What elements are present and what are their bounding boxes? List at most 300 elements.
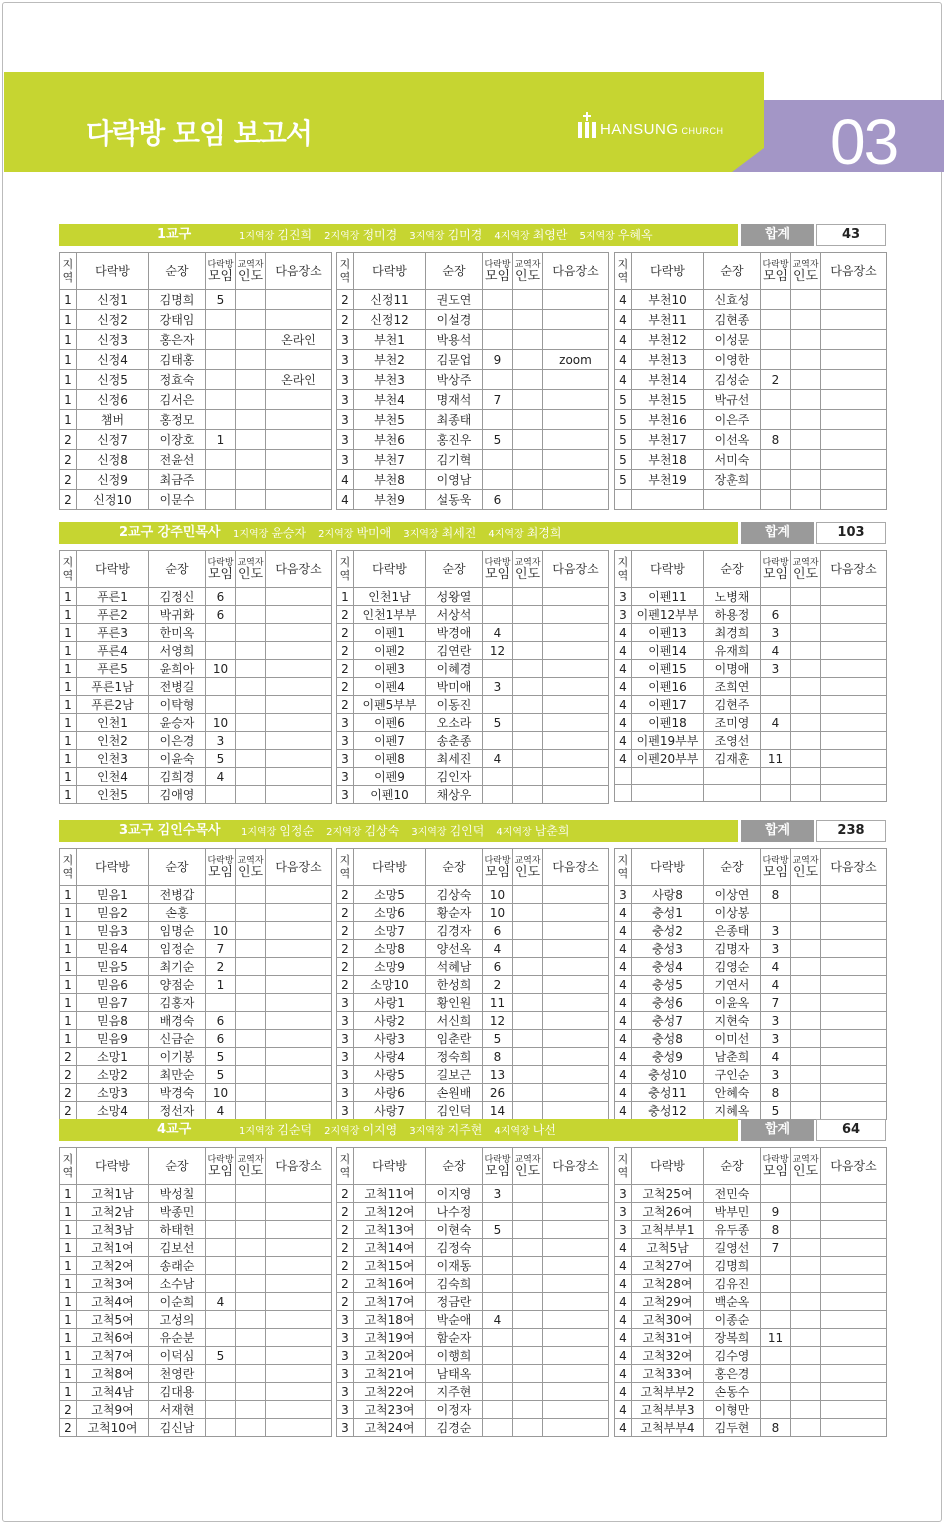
col-group-cell: 이펜6 — [354, 714, 426, 732]
col-group-cell: 푸른1남 — [77, 678, 149, 696]
col-pastor-cell — [513, 1383, 543, 1401]
col-leader-cell: 송춘종 — [426, 732, 483, 750]
region-leader-role: 3지역장 — [409, 231, 445, 242]
col-group-cell: 고척4여 — [77, 1293, 149, 1311]
col-pastor-cell — [513, 370, 543, 390]
district-name: 4교구 — [157, 1122, 192, 1137]
col-pastor-cell — [791, 994, 821, 1012]
table-row — [615, 1239, 887, 1257]
col-meeting-cell: 3 — [761, 660, 791, 678]
col-group-cell: 고척31여 — [632, 1329, 704, 1347]
col-region-cell: 1 — [60, 1347, 77, 1365]
col-leader-cell: 권도연 — [426, 290, 483, 310]
col-leader-cell: 박귀화 — [149, 606, 206, 624]
col-leader-cell: 이탁형 — [149, 696, 206, 714]
col-region-cell: 1 — [337, 588, 354, 606]
col-meeting-cell: 11 — [761, 750, 791, 768]
col-region-cell: 1 — [60, 1293, 77, 1311]
col-pastor-cell — [791, 330, 821, 350]
table-row — [60, 1329, 332, 1347]
col-group-cell: 인천3 — [77, 750, 149, 768]
table-row — [615, 1012, 887, 1030]
col-next-place-cell — [543, 1066, 609, 1084]
col-next-place-cell — [266, 714, 332, 732]
col-meeting-cell — [761, 1365, 791, 1383]
col-leader-cell: 이지영 — [426, 1185, 483, 1203]
col-next-place-cell — [266, 732, 332, 750]
col-group-cell: 믿음4 — [77, 940, 149, 958]
col-next-place-cell — [266, 1401, 332, 1419]
col-pastor-cell — [236, 330, 266, 350]
col-pastor-cell — [513, 660, 543, 678]
district-section — [59, 820, 886, 1118]
col-region-cell: 4 — [615, 1419, 632, 1437]
col-meeting-cell: 2 — [761, 370, 791, 390]
col-group-cell: 고척7여 — [77, 1347, 149, 1365]
table-row — [615, 330, 887, 350]
table-row — [60, 588, 332, 606]
col-leader-cell: 조희연 — [704, 678, 761, 696]
col-group-cell: 이펜3 — [354, 660, 426, 678]
col-pastor-cell — [513, 1419, 543, 1437]
col-meeting-cell: 1 — [206, 976, 236, 994]
col-meeting-cell: 6 — [483, 490, 513, 510]
col-next-place-cell — [821, 904, 887, 922]
col-leader-cell: 김보선 — [149, 1239, 206, 1257]
col-next-place-cell — [821, 768, 887, 785]
col-pastor-cell — [236, 768, 266, 786]
col-pastor-cell — [236, 886, 266, 904]
col-region-cell: 3 — [615, 588, 632, 606]
col-pastor-cell — [791, 370, 821, 390]
col-region-cell: 3 — [337, 1066, 354, 1084]
col-group-cell: 부천5 — [354, 410, 426, 430]
region-leader-role: 4지역장 — [494, 231, 530, 242]
col-region-cell: 1 — [60, 786, 77, 804]
col-meeting-cell — [483, 1329, 513, 1347]
table-row — [60, 1030, 332, 1048]
col-pastor-cell — [513, 976, 543, 994]
col-leader-header: 순장 — [426, 1148, 483, 1185]
table-row — [615, 1048, 887, 1066]
col-leader-cell: 지혜옥 — [704, 1102, 761, 1120]
col-meeting-cell: 10 — [483, 904, 513, 922]
col-pastor-cell — [236, 588, 266, 606]
table-row — [60, 1239, 332, 1257]
col-next-place-cell — [821, 588, 887, 606]
col-meeting-cell — [483, 1257, 513, 1275]
col-next-place-header: 다음장소 — [543, 1148, 609, 1185]
col-region-cell: 4 — [615, 1401, 632, 1419]
col-leader-cell: 최세진 — [426, 750, 483, 768]
table-row — [60, 976, 332, 994]
table-row — [60, 958, 332, 976]
table-row — [337, 588, 609, 606]
col-next-place-cell — [543, 768, 609, 786]
col-region-cell: 3 — [615, 606, 632, 624]
col-next-place-cell — [266, 310, 332, 330]
col-leader-header: 순장 — [426, 551, 483, 588]
col-leader-cell: 조영선 — [704, 732, 761, 750]
col-next-place-cell — [543, 976, 609, 994]
col-pastor-cell — [236, 958, 266, 976]
col-meeting-cell — [206, 410, 236, 430]
col-region-cell — [615, 490, 632, 510]
col-next-place-cell: 온라인 — [266, 370, 332, 390]
table-header-row — [337, 253, 609, 290]
table-row — [337, 1030, 609, 1048]
col-next-place-cell — [821, 976, 887, 994]
col-region-cell: 1 — [60, 624, 77, 642]
col-group-cell: 이펜7 — [354, 732, 426, 750]
col-group-cell: 고척23여 — [354, 1401, 426, 1419]
col-leader-cell: 이동진 — [426, 696, 483, 714]
col-meeting-cell — [761, 330, 791, 350]
col-meeting-cell: 6 — [206, 1012, 236, 1030]
col-leader-cell: 이상봉 — [704, 904, 761, 922]
col-leader-cell: 최경희 — [704, 624, 761, 642]
table-row — [60, 1419, 332, 1437]
sum-label: 합계 — [741, 224, 814, 246]
col-pastor-cell — [791, 390, 821, 410]
col-region-cell: 1 — [60, 606, 77, 624]
col-meeting-cell — [206, 786, 236, 804]
col-region-cell: 4 — [615, 1347, 632, 1365]
col-pastor-cell — [513, 450, 543, 470]
col-region-cell: 1 — [60, 886, 77, 904]
col-group-cell: 소망8 — [354, 940, 426, 958]
col-region-header: 지 역 — [60, 1148, 77, 1185]
col-next-place-cell — [543, 450, 609, 470]
col-pastor-cell — [513, 1012, 543, 1030]
col-next-place-cell — [266, 922, 332, 940]
col-next-place-cell — [821, 714, 887, 732]
col-leader-cell: 박용석 — [426, 330, 483, 350]
col-region-cell: 3 — [337, 1383, 354, 1401]
col-next-place-cell — [266, 1347, 332, 1365]
col-group-cell: 이펜4 — [354, 678, 426, 696]
table-row — [337, 976, 609, 994]
col-pastor-cell — [791, 1239, 821, 1257]
col-group-cell: 이펜9 — [354, 768, 426, 786]
col-leader-cell: 이혜경 — [426, 660, 483, 678]
col-region-cell: 4 — [615, 624, 632, 642]
col-region-cell — [615, 785, 632, 802]
col-group-cell: 이펜12부부 — [632, 606, 704, 624]
col-region-cell: 3 — [337, 714, 354, 732]
col-next-place-cell — [266, 1311, 332, 1329]
col-region-cell: 1 — [60, 732, 77, 750]
region-leader-name: 남춘희 — [534, 824, 570, 838]
table-row — [60, 678, 332, 696]
col-pastor-cell — [513, 786, 543, 804]
col-leader-cell: 서재현 — [149, 1401, 206, 1419]
col-meeting-cell: 2 — [206, 958, 236, 976]
col-leader-cell: 이현숙 — [426, 1221, 483, 1239]
district-leaders — [239, 224, 665, 248]
col-pastor-cell — [513, 750, 543, 768]
col-pastor-cell — [513, 470, 543, 490]
col-leader-cell: 손홍 — [149, 904, 206, 922]
col-meeting-cell: 8 — [761, 1419, 791, 1437]
col-next-place-cell — [821, 450, 887, 470]
col-region-cell: 1 — [60, 768, 77, 786]
col-leader-cell: 구인순 — [704, 1066, 761, 1084]
col-next-place-cell — [543, 490, 609, 510]
col-group-cell: 소망9 — [354, 958, 426, 976]
col-pastor-cell — [513, 290, 543, 310]
col-next-place-cell — [543, 470, 609, 490]
col-next-place-cell — [266, 1257, 332, 1275]
district-leaders — [241, 820, 582, 844]
col-group-cell: 고척25여 — [632, 1185, 704, 1203]
col-group-cell: 부천4 — [354, 390, 426, 410]
col-pastor-cell — [791, 1048, 821, 1066]
col-next-place-cell — [821, 310, 887, 330]
table-row — [615, 714, 887, 732]
col-leader-cell: 김서은 — [149, 390, 206, 410]
col-pastor-cell — [791, 1311, 821, 1329]
col-next-place-cell — [266, 994, 332, 1012]
col-pastor-cell — [513, 1102, 543, 1120]
table-row — [615, 490, 887, 510]
col-pastor-cell — [513, 1030, 543, 1048]
col-next-place-cell — [821, 370, 887, 390]
col-leader-cell: 김인덕 — [426, 1102, 483, 1120]
col-region-cell: 2 — [337, 1293, 354, 1311]
col-region-cell: 1 — [60, 976, 77, 994]
col-region-cell: 2 — [60, 490, 77, 510]
district-section — [59, 1119, 886, 1435]
col-pastor-cell — [236, 290, 266, 310]
col-region-cell: 2 — [60, 430, 77, 450]
table-row — [60, 430, 332, 450]
col-meeting-cell — [761, 490, 791, 510]
district-name: 2교구 강주민목사 — [119, 525, 221, 540]
col-pastor-cell — [513, 430, 543, 450]
col-group-cell: 믿음7 — [77, 994, 149, 1012]
table-row — [60, 350, 332, 370]
col-region-cell: 3 — [337, 1419, 354, 1437]
col-next-place-cell — [543, 588, 609, 606]
col-group-cell: 인천5 — [77, 786, 149, 804]
col-meeting-cell: 5 — [761, 1102, 791, 1120]
col-meeting-cell — [483, 696, 513, 714]
col-next-place-cell — [266, 976, 332, 994]
col-next-place-cell — [266, 1365, 332, 1383]
col-leader-cell: 김상숙 — [426, 886, 483, 904]
region-leader — [239, 1123, 312, 1137]
col-meeting-cell: 12 — [483, 642, 513, 660]
district-name: 3교구 김인수목사 — [119, 823, 221, 838]
col-region-cell: 1 — [60, 904, 77, 922]
table-header-row — [337, 551, 609, 588]
col-pastor-cell — [791, 660, 821, 678]
group-table — [59, 252, 332, 510]
col-leader-cell — [704, 490, 761, 510]
col-region-cell: 1 — [60, 714, 77, 732]
col-leader-cell: 배경숙 — [149, 1012, 206, 1030]
col-meeting-cell — [206, 390, 236, 410]
col-meeting-cell: 26 — [483, 1084, 513, 1102]
col-pastor-cell — [236, 390, 266, 410]
col-region-header: 지 역 — [337, 1148, 354, 1185]
table-row — [615, 660, 887, 678]
col-meeting-cell: 10 — [206, 1084, 236, 1102]
table-row — [615, 450, 887, 470]
col-group-cell — [632, 785, 704, 802]
col-group-cell: 고척1남 — [77, 1185, 149, 1203]
col-group-cell: 이펜5부부 — [354, 696, 426, 714]
col-leader-cell: 서상석 — [426, 606, 483, 624]
col-next-place-cell — [543, 940, 609, 958]
col-leader-cell: 박규선 — [704, 390, 761, 410]
col-pastor-cell — [513, 958, 543, 976]
col-next-place-cell — [821, 1084, 887, 1102]
table-row — [615, 886, 887, 904]
col-region-cell: 4 — [615, 660, 632, 678]
table-row — [615, 696, 887, 714]
col-group-cell: 충성3 — [632, 940, 704, 958]
col-next-place-cell — [266, 450, 332, 470]
col-pastor-cell — [513, 1365, 543, 1383]
col-next-place-header: 다음장소 — [543, 849, 609, 886]
col-pastor-cell — [236, 678, 266, 696]
col-leader-cell — [704, 785, 761, 802]
col-next-place-cell — [821, 1239, 887, 1257]
table-row — [615, 1221, 887, 1239]
col-meeting-cell: 8 — [761, 1084, 791, 1102]
col-group-cell: 고척9여 — [77, 1401, 149, 1419]
col-group-cell: 고척2남 — [77, 1203, 149, 1221]
table-row — [615, 1084, 887, 1102]
col-leader-cell: 김두현 — [704, 1419, 761, 1437]
table-row — [60, 714, 332, 732]
col-pastor-cell — [513, 350, 543, 370]
col-meeting-cell — [761, 904, 791, 922]
col-next-place-header: 다음장소 — [821, 849, 887, 886]
col-group-cell: 고척28여 — [632, 1275, 704, 1293]
col-next-place-cell — [821, 785, 887, 802]
col-meeting-cell: 10 — [206, 660, 236, 678]
col-next-place-cell — [266, 1048, 332, 1066]
col-leader-cell: 박경숙 — [149, 1084, 206, 1102]
col-meeting-cell: 5 — [206, 290, 236, 310]
table-row — [615, 1203, 887, 1221]
col-leader-cell: 이영한 — [704, 350, 761, 370]
col-group-cell: 고척16여 — [354, 1275, 426, 1293]
col-meeting-cell: 8 — [761, 430, 791, 450]
col-meeting-cell — [206, 904, 236, 922]
col-region-cell: 4 — [615, 1012, 632, 1030]
col-pastor-header: 교역자 인도 — [236, 1148, 266, 1185]
table-row — [337, 750, 609, 768]
col-leader-cell: 손원배 — [426, 1084, 483, 1102]
col-leader-cell: 이은주 — [704, 410, 761, 430]
col-leader-cell: 강태임 — [149, 310, 206, 330]
col-next-place-cell — [821, 1102, 887, 1120]
col-meeting-cell: 4 — [483, 940, 513, 958]
table-row — [337, 370, 609, 390]
col-meeting-cell — [761, 1311, 791, 1329]
table-row — [60, 1257, 332, 1275]
col-pastor-cell — [236, 1066, 266, 1084]
col-pastor-cell — [513, 624, 543, 642]
col-leader-cell: 이윤숙 — [149, 750, 206, 768]
col-region-cell: 4 — [615, 714, 632, 732]
col-leader-cell: 김명희 — [704, 1257, 761, 1275]
table-row — [60, 732, 332, 750]
col-leader-cell: 임명순 — [149, 922, 206, 940]
col-region-cell: 1 — [60, 750, 77, 768]
col-next-place-header: 다음장소 — [821, 551, 887, 588]
col-pastor-cell — [513, 606, 543, 624]
col-next-place-cell — [543, 1383, 609, 1401]
col-meeting-cell — [483, 1293, 513, 1311]
col-pastor-cell — [513, 1221, 543, 1239]
col-next-place-cell — [543, 994, 609, 1012]
col-meeting-cell — [761, 1185, 791, 1203]
col-leader-cell: 은종태 — [704, 922, 761, 940]
col-next-place-header: 다음장소 — [266, 849, 332, 886]
col-group-cell: 충성1 — [632, 904, 704, 922]
col-pastor-cell — [513, 1275, 543, 1293]
col-group-cell: 고척11여 — [354, 1185, 426, 1203]
col-meeting-cell: 10 — [483, 886, 513, 904]
col-pastor-cell — [513, 410, 543, 430]
col-leader-cell: 김정신 — [149, 588, 206, 606]
col-pastor-cell — [791, 958, 821, 976]
col-meeting-cell — [761, 1347, 791, 1365]
table-row — [60, 768, 332, 786]
table-row — [615, 1365, 887, 1383]
col-leader-cell: 김현종 — [704, 310, 761, 330]
col-pastor-cell — [791, 678, 821, 696]
col-group-cell: 고척21여 — [354, 1365, 426, 1383]
group-table — [614, 550, 887, 802]
col-leader-cell: 고성의 — [149, 1311, 206, 1329]
col-next-place-cell — [821, 732, 887, 750]
col-leader-cell: 유재희 — [704, 642, 761, 660]
col-meeting-header: 다락방 모임 — [761, 253, 791, 290]
col-group-cell: 소망4 — [77, 1102, 149, 1120]
col-next-place-cell — [543, 1311, 609, 1329]
col-leader-cell: 이영남 — [426, 470, 483, 490]
group-table — [614, 252, 887, 510]
col-next-place-cell — [821, 1401, 887, 1419]
col-leader-cell: 유두종 — [704, 1221, 761, 1239]
col-region-cell: 3 — [337, 994, 354, 1012]
col-pastor-cell — [513, 642, 543, 660]
col-region-cell: 2 — [337, 678, 354, 696]
col-region-header: 지 역 — [337, 253, 354, 290]
region-leader-name: 정미경 — [362, 228, 398, 242]
table-row — [615, 994, 887, 1012]
col-leader-cell: 이문수 — [149, 490, 206, 510]
col-group-cell: 믿음2 — [77, 904, 149, 922]
col-pastor-cell — [236, 1102, 266, 1120]
col-region-cell: 4 — [615, 1102, 632, 1120]
col-leader-cell: 신금순 — [149, 1030, 206, 1048]
col-pastor-cell — [513, 732, 543, 750]
col-next-place-cell — [543, 642, 609, 660]
col-pastor-cell — [236, 350, 266, 370]
col-next-place-cell — [266, 642, 332, 660]
col-pastor-cell — [236, 1419, 266, 1437]
col-meeting-cell — [483, 786, 513, 804]
col-group-cell: 고척15여 — [354, 1257, 426, 1275]
col-leader-cell: 서신희 — [426, 1012, 483, 1030]
